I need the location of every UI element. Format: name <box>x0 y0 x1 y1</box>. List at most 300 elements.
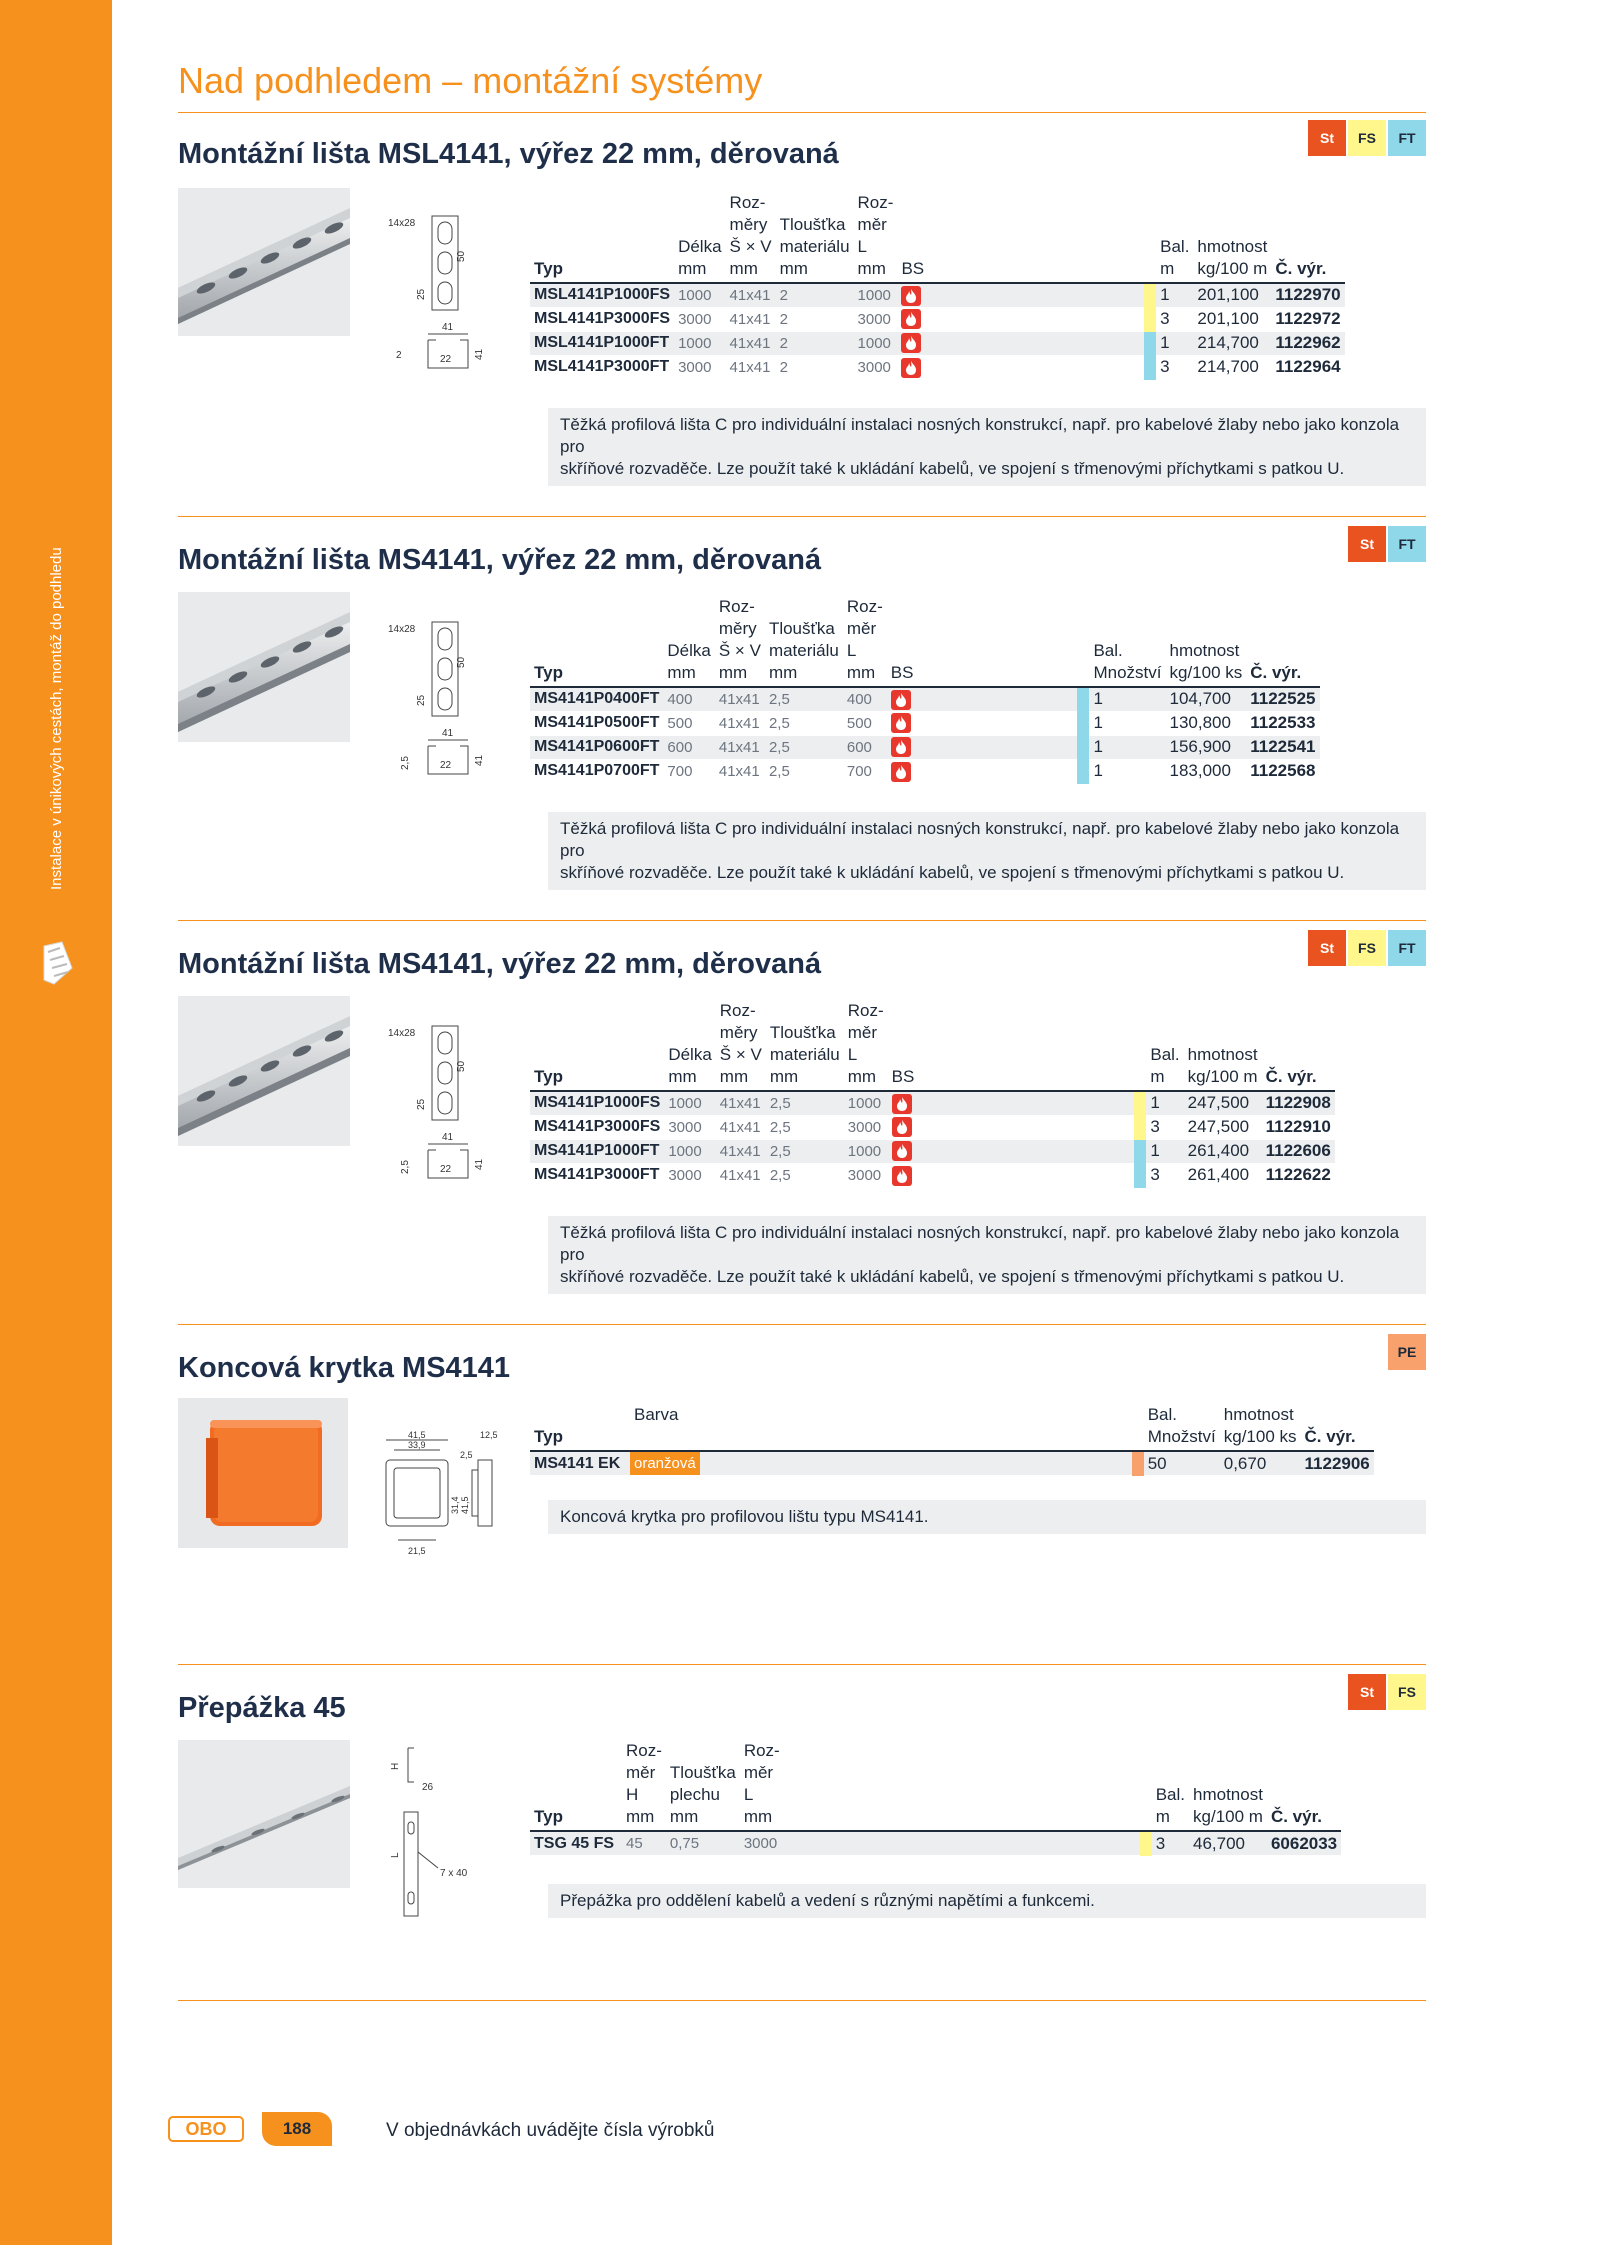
description-line: skříňové rozvaděče. Lze použít také k ukládání kabelů, ve spojení s třmenovými příchytkami s patkou U. <box>560 1267 1345 1286</box>
cell-tloustka: 0,75 <box>666 1831 740 1855</box>
cell-delka: 3000 <box>674 307 725 331</box>
cell-l: 3000 <box>740 1831 784 1855</box>
cell-delka: 700 <box>663 759 714 783</box>
cell-typ: MS4141P0500FT <box>530 711 663 735</box>
section-title: Montážní lišta MS4141, výřez 22 mm, děrovaná <box>178 948 822 980</box>
cell-bal: 3 <box>1146 1163 1183 1187</box>
col-l-4: mm <box>844 1066 888 1091</box>
col-hmotnost-1: hmotnost <box>1197 237 1268 256</box>
col-l-3: L <box>857 237 867 256</box>
table-row <box>530 1451 1374 1475</box>
cell-delka: 1000 <box>674 283 725 307</box>
cell-hmotnost: 201,100 <box>1193 283 1271 307</box>
fire-protection-icon <box>888 1091 919 1115</box>
col-typ: Typ <box>530 258 674 283</box>
cell-cvyr: 1122910 <box>1262 1115 1335 1139</box>
product-image <box>178 1740 350 1888</box>
drawing-label-b: 25 <box>416 1098 427 1110</box>
fire-protection-icon <box>888 1163 919 1187</box>
col-l-1: Roz- <box>847 1001 884 1020</box>
cell-spacer <box>928 331 1156 355</box>
cell-cvyr: 1122962 <box>1271 331 1344 355</box>
drawing-label-w: 26 <box>422 1782 434 1793</box>
col-hmotnost-1: hmotnost <box>1187 1045 1258 1064</box>
section-ms4141-fs-ft <box>178 920 1426 1286</box>
drawing-label-b: 21,5 <box>408 1546 426 1556</box>
badge-st: St <box>1348 1674 1386 1710</box>
product-table <box>530 192 1345 379</box>
pe-marker <box>1132 1452 1144 1476</box>
col-rozmery-2: měry <box>729 215 768 234</box>
col-rozmery-1: Roz- <box>729 193 766 212</box>
finish-marker <box>1144 284 1156 308</box>
cell-rozmery: 41x41 <box>716 1163 766 1187</box>
col-l-4: mm <box>854 258 898 283</box>
product-description: Koncová krytka pro profilovou lištu typu MS4141. <box>548 1500 1426 1534</box>
col-rozmery-2: měry <box>719 1023 758 1042</box>
section-divider-45 <box>178 1664 1426 1964</box>
cell-typ: MS4141P1000FT <box>530 1139 664 1163</box>
table-row <box>530 1831 1341 1855</box>
col-rozmery-3: Š × V <box>719 1045 762 1064</box>
cell-cvyr: 1122908 <box>1262 1091 1335 1115</box>
cell-typ: MSL4141P1000FS <box>530 283 674 307</box>
drawing-label-slot: 14x28 <box>388 624 416 635</box>
technical-drawing <box>388 618 498 778</box>
table-row <box>530 1115 1335 1139</box>
sidebar <box>0 0 112 2245</box>
cell-l: 600 <box>843 735 887 759</box>
cell-spacer <box>918 1163 1146 1187</box>
col-bal-1: Bal. <box>1160 237 1190 256</box>
cell-hmotnost: 261,400 <box>1184 1163 1262 1187</box>
cell-l: 500 <box>843 711 887 735</box>
cell-bal: 1 <box>1156 283 1193 307</box>
cell-typ: MS4141 EK <box>530 1451 630 1475</box>
col-tloustka-2: materiálu <box>779 237 850 256</box>
cell-l: 1000 <box>844 1139 888 1163</box>
col-tloustka-3: mm <box>776 258 854 283</box>
col-l-3: L <box>846 641 857 660</box>
col-bs: BS <box>887 662 918 687</box>
table-row <box>530 355 1345 379</box>
fire-icon <box>892 1117 912 1137</box>
fire-icon <box>901 333 921 353</box>
table-row <box>530 711 1320 735</box>
cell-tloustka: 2 <box>776 283 854 307</box>
fire-icon <box>901 286 921 306</box>
cell-l: 700 <box>843 759 887 783</box>
cell-rozmery: 41x41 <box>716 1115 766 1139</box>
section-msl4141 <box>178 120 1426 478</box>
cell-barva: oranžová <box>630 1451 700 1475</box>
cell-spacer <box>784 1831 1152 1855</box>
product-table <box>530 1404 1374 1475</box>
cell-spacer <box>917 687 1089 711</box>
cell-l: 1000 <box>844 1091 888 1115</box>
table-row <box>530 1091 1335 1115</box>
drawing-label-holes: 7 x 40 <box>440 1868 468 1879</box>
product-image <box>178 996 350 1146</box>
finish-marker <box>1144 356 1156 380</box>
cell-rozmery: 41x41 <box>726 331 776 355</box>
col-bal-2: m <box>1152 1806 1189 1831</box>
cell-typ: MS4141P3000FS <box>530 1115 664 1139</box>
fire-icon <box>891 737 911 757</box>
cell-rozmery: 41x41 <box>726 355 776 379</box>
drawing-label-a: 50 <box>456 656 467 668</box>
col-hmotnost-2: kg/100 ks <box>1220 1426 1301 1451</box>
col-rozmery-4: mm <box>715 662 765 687</box>
col-l-2: měr <box>743 1763 774 1782</box>
product-image <box>178 592 350 742</box>
col-cvyr: Č. výr. <box>1246 662 1319 687</box>
col-rozmery-1: Roz- <box>719 1001 756 1020</box>
finish-marker <box>1144 332 1156 356</box>
cell-hmotnost: 247,500 <box>1184 1091 1262 1115</box>
col-l-4: mm <box>740 1806 784 1831</box>
fire-protection-icon <box>888 1139 919 1163</box>
cell-delka: 400 <box>663 687 714 711</box>
cell-tloustka: 2,5 <box>765 759 843 783</box>
drawing-label-h: H <box>390 1762 401 1770</box>
col-rozmery-4: mm <box>716 1066 766 1091</box>
cell-spacer <box>928 307 1156 331</box>
col-tloustka-2: materiálu <box>769 1045 840 1064</box>
cell-l: 1000 <box>854 331 898 355</box>
col-tloustka-1: Tloušťka <box>669 1763 736 1782</box>
drawing-label-w: 41 <box>442 322 454 333</box>
cell-typ: MS4141P1000FS <box>530 1091 664 1115</box>
finish-marker <box>1134 1116 1146 1140</box>
technical-drawing <box>388 212 498 372</box>
drawing-label-slot: 14x28 <box>388 1028 416 1039</box>
product-description <box>548 408 1426 486</box>
finish-marker <box>1134 1140 1146 1164</box>
cell-rozmery: 41x41 <box>715 759 765 783</box>
badge-st: St <box>1308 120 1346 156</box>
col-typ: Typ <box>530 1426 630 1451</box>
cell-bal: 3 <box>1156 355 1193 379</box>
cell-tloustka: 2,5 <box>765 687 843 711</box>
drawing-label-h: 41 <box>474 348 485 360</box>
section-divider <box>178 516 1426 517</box>
description-line: Těžká profilová lišta C pro individuální instalaci nosných konstrukcí, např. pro kabelové žlaby nebo jako konzola pro <box>560 819 1400 860</box>
cell-bal: 1 <box>1089 759 1165 783</box>
col-tloustka-2: plechu <box>669 1785 721 1804</box>
finish-marker <box>1077 736 1089 760</box>
fire-protection-icon <box>887 735 918 759</box>
fire-protection-icon <box>888 1115 919 1139</box>
section-divider <box>178 1664 1426 1665</box>
col-tloustka-3: mm <box>666 1806 740 1831</box>
cell-cvyr: 6062033 <box>1267 1831 1341 1855</box>
technical-drawing <box>388 1022 498 1182</box>
cell-bal: 3 <box>1156 307 1193 331</box>
col-cvyr: Č. výr. <box>1262 1066 1335 1091</box>
product-image <box>178 1398 348 1548</box>
fire-icon <box>891 690 911 710</box>
drawing-label-w: 41 <box>442 728 454 739</box>
cell-rozmery: 41x41 <box>716 1091 766 1115</box>
col-rozmery-1: Roz- <box>718 597 755 616</box>
product-image <box>178 188 350 336</box>
table-row <box>530 687 1320 711</box>
cell-delka: 1000 <box>664 1139 715 1163</box>
drawing-label-h1: 31,4 <box>450 1496 460 1514</box>
col-l-3: L <box>743 1785 754 1804</box>
cell-spacer <box>917 711 1089 735</box>
col-bal-2: Množství <box>1144 1426 1220 1451</box>
cell-typ: MS4141P0600FT <box>530 735 663 759</box>
drawing-label-t: 2,5 <box>400 756 411 770</box>
cell-bal: 3 <box>1152 1831 1189 1855</box>
footer-divider <box>178 2000 1426 2001</box>
drawing-label-h2: 41,5 <box>460 1496 470 1514</box>
cell-bal: 1 <box>1146 1139 1183 1163</box>
page-title: Nad podhledem – montážní systémy <box>178 60 763 101</box>
cell-rozmery: 41x41 <box>715 711 765 735</box>
product-table <box>530 596 1320 783</box>
col-l-2: měr <box>847 1023 878 1042</box>
fire-icon <box>892 1166 912 1186</box>
fs-marker <box>1140 1832 1152 1856</box>
col-h-1: Roz- <box>626 1741 662 1760</box>
drawing-label-b: 25 <box>416 694 427 706</box>
section-title: Přepážka 45 <box>178 1692 346 1724</box>
col-cvyr: Č. výr. <box>1267 1806 1341 1831</box>
drawing-label-l: L <box>390 1852 401 1858</box>
cell-spacer <box>928 355 1156 379</box>
obo-logo <box>168 2116 244 2142</box>
badge-ft: FT <box>1388 120 1426 156</box>
col-bal-1: Bal. <box>1147 1405 1178 1424</box>
title-divider <box>178 112 1426 113</box>
fire-protection-icon <box>897 283 928 307</box>
cell-delka: 1000 <box>664 1091 715 1115</box>
cell-hmotnost: 46,700 <box>1189 1831 1267 1855</box>
col-bs: BS <box>897 258 928 283</box>
col-cvyr: Č. výr. <box>1271 258 1344 283</box>
finish-marker <box>1077 712 1089 736</box>
table-row <box>530 283 1345 307</box>
product-description <box>548 1216 1426 1294</box>
description-line: Těžká profilová lišta C pro individuální instalaci nosných konstrukcí, např. pro kabelové žlaby nebo jako konzola pro <box>560 1223 1400 1264</box>
description-line: skříňové rozvaděče. Lze použít také k ukládání kabelů, ve spojení s třmenovými příchytkami s patkou U. <box>560 863 1345 882</box>
col-l-1: Roz- <box>743 1741 780 1760</box>
cell-rozmery: 41x41 <box>715 735 765 759</box>
description-line: skříňové rozvaděče. Lze použít také k ukládání kabelů, ve spojení s třmenovými příchytkami s patkou U. <box>560 459 1345 478</box>
fire-protection-icon <box>887 759 918 783</box>
cell-rozmery: 41x41 <box>715 687 765 711</box>
col-cvyr: Č. výr. <box>1301 1426 1374 1451</box>
drawing-label-t: 2,5 <box>400 1160 411 1174</box>
col-hmotnost-2: kg/100 m <box>1184 1066 1262 1091</box>
fire-protection-icon <box>887 687 918 711</box>
col-typ: Typ <box>530 1806 622 1831</box>
cell-hmotnost: 156,900 <box>1165 735 1246 759</box>
badge-st: St <box>1308 930 1346 966</box>
cell-tloustka: 2,5 <box>766 1139 844 1163</box>
finish-marker <box>1077 688 1089 712</box>
table-row <box>530 759 1320 783</box>
col-l-4: mm <box>843 662 887 687</box>
cell-delka: 3000 <box>674 355 725 379</box>
col-tloustka-1: Tloušťka <box>769 1023 836 1042</box>
cell-cvyr: 1122533 <box>1246 711 1319 735</box>
drawing-label-a: 50 <box>456 250 467 262</box>
cell-cvyr: 1122972 <box>1271 307 1344 331</box>
cell-cvyr: 1122964 <box>1271 355 1344 379</box>
col-bal-2: m <box>1146 1066 1183 1091</box>
cell-l: 3000 <box>844 1115 888 1139</box>
material-badges <box>1308 120 1426 156</box>
cell-cvyr: 1122525 <box>1246 687 1319 711</box>
col-rozmery-4: mm <box>726 258 776 283</box>
badge-ft: FT <box>1388 526 1426 562</box>
col-delka-2: mm <box>674 258 725 283</box>
cell-bal: 50 <box>1144 1451 1220 1475</box>
material-badges <box>1348 1674 1426 1710</box>
logo-text: OBO <box>185 2119 227 2139</box>
cell-delka: 1000 <box>674 331 725 355</box>
col-hmotnost-1: hmotnost <box>1223 1405 1294 1424</box>
cell-cvyr: 1122606 <box>1262 1139 1335 1163</box>
col-bal-1: Bal. <box>1150 1045 1180 1064</box>
table-row <box>530 331 1345 355</box>
cell-spacer <box>917 735 1089 759</box>
badge-ft: FT <box>1388 930 1426 966</box>
cell-spacer <box>917 759 1089 783</box>
cell-l: 3000 <box>844 1163 888 1187</box>
col-l-2: měr <box>846 619 877 638</box>
col-hmotnost-2: kg/100 m <box>1193 258 1271 283</box>
cell-l: 3000 <box>854 307 898 331</box>
cell-rozmery: 41x41 <box>726 283 776 307</box>
drawing-label-c: 22 <box>440 760 452 771</box>
cell-hmotnost: 214,700 <box>1193 355 1271 379</box>
col-tloustka-1: Tloušťka <box>768 619 835 638</box>
section-ms4141-ft <box>178 516 1426 882</box>
fire-icon <box>892 1094 912 1114</box>
drawing-label-c: 22 <box>440 1164 452 1175</box>
technical-drawing <box>388 1742 498 1922</box>
product-table <box>530 1740 1341 1855</box>
cell-cvyr: 1122541 <box>1246 735 1319 759</box>
col-bal-1: Bal. <box>1155 1785 1186 1804</box>
cell-tloustka: 2 <box>776 331 854 355</box>
col-bal-2: m <box>1156 258 1193 283</box>
cell-bal: 1 <box>1089 687 1165 711</box>
fire-icon <box>891 762 911 782</box>
cell-l: 3000 <box>854 355 898 379</box>
cell-tloustka: 2,5 <box>766 1115 844 1139</box>
col-typ: Typ <box>530 1066 664 1091</box>
finish-marker <box>1134 1164 1146 1188</box>
cell-spacer <box>918 1091 1146 1115</box>
cell-tloustka: 2,5 <box>765 711 843 735</box>
drawing-label-h: 41 <box>474 754 485 766</box>
col-l-2: měr <box>857 215 887 234</box>
col-l-1: Roz- <box>857 193 894 212</box>
drawing-label-d1: 12,5 <box>480 1430 498 1440</box>
drawing-label-w1: 41,5 <box>408 1430 426 1440</box>
cell-tloustka: 2 <box>776 307 854 331</box>
cell-h: 45 <box>622 1831 666 1855</box>
col-tloustka-1: Tloušťka <box>779 215 846 234</box>
table-row <box>530 735 1320 759</box>
cell-bal: 1 <box>1089 735 1165 759</box>
col-delka-1: Délka <box>678 237 722 256</box>
col-hmotnost-2: kg/100 ks <box>1165 662 1246 687</box>
section-end-cap <box>178 1324 1426 1584</box>
finish-marker <box>1077 760 1089 784</box>
cell-l: 1000 <box>854 283 898 307</box>
cell-typ: MS4141P3000FT <box>530 1163 664 1187</box>
cell-cvyr: 1122622 <box>1262 1163 1335 1187</box>
table-row <box>530 1139 1335 1163</box>
col-h-4: mm <box>622 1806 666 1831</box>
col-bal-2: Množství <box>1089 662 1165 687</box>
cell-typ: TSG 45 FS <box>530 1831 622 1855</box>
table-row <box>530 1163 1335 1187</box>
section-divider <box>178 920 1426 921</box>
cell-delka: 600 <box>663 735 714 759</box>
drawing-label-slot: 14x28 <box>388 218 416 229</box>
fire-protection-icon <box>897 355 928 379</box>
col-l-1: Roz- <box>846 597 883 616</box>
badge-pe: PE <box>1388 1334 1426 1370</box>
cell-tloustka: 2,5 <box>766 1091 844 1115</box>
cell-hmotnost: 183,000 <box>1165 759 1246 783</box>
col-delka-1: Délka <box>667 641 711 660</box>
page-number: 188 <box>262 2112 332 2146</box>
col-delka-2: mm <box>664 1066 715 1091</box>
col-rozmery-3: Š × V <box>729 237 772 256</box>
cell-typ: MSL4141P1000FT <box>530 331 674 355</box>
col-l-3: L <box>847 1045 858 1064</box>
col-tloustka-2: materiálu <box>768 641 839 660</box>
col-rozmery-2: měry <box>718 619 757 638</box>
cell-spacer <box>928 283 1156 307</box>
fire-protection-icon <box>897 331 928 355</box>
badge-st: St <box>1348 526 1386 562</box>
badge-fs: FS <box>1348 930 1386 966</box>
cell-spacer <box>918 1115 1146 1139</box>
col-tloustka-3: mm <box>765 662 843 687</box>
fire-protection-icon <box>887 711 918 735</box>
cell-hmotnost: 130,800 <box>1165 711 1246 735</box>
drawing-label-h: 41 <box>474 1158 485 1170</box>
col-typ: Typ <box>530 662 663 687</box>
col-bs: BS <box>888 1066 919 1091</box>
col-hmotnost-1: hmotnost <box>1169 641 1240 660</box>
col-rozmery-3: Š × V <box>718 641 761 660</box>
cell-hmotnost: 0,670 <box>1220 1451 1301 1475</box>
cell-hmotnost: 261,400 <box>1184 1139 1262 1163</box>
drawing-label-w: 41 <box>442 1132 454 1143</box>
cell-bal: 1 <box>1156 331 1193 355</box>
col-h-2: měr <box>626 1763 656 1782</box>
drawing-label-b: 25 <box>416 288 427 300</box>
col-delka-1: Délka <box>668 1045 712 1064</box>
section-title: Koncová krytka MS4141 <box>178 1352 511 1384</box>
cell-cvyr: 1122970 <box>1271 283 1344 307</box>
drawing-label-d2: 2,5 <box>460 1450 473 1460</box>
fire-icon <box>891 713 911 733</box>
product-description <box>548 812 1426 890</box>
cell-typ: MSL4141P3000FT <box>530 355 674 379</box>
